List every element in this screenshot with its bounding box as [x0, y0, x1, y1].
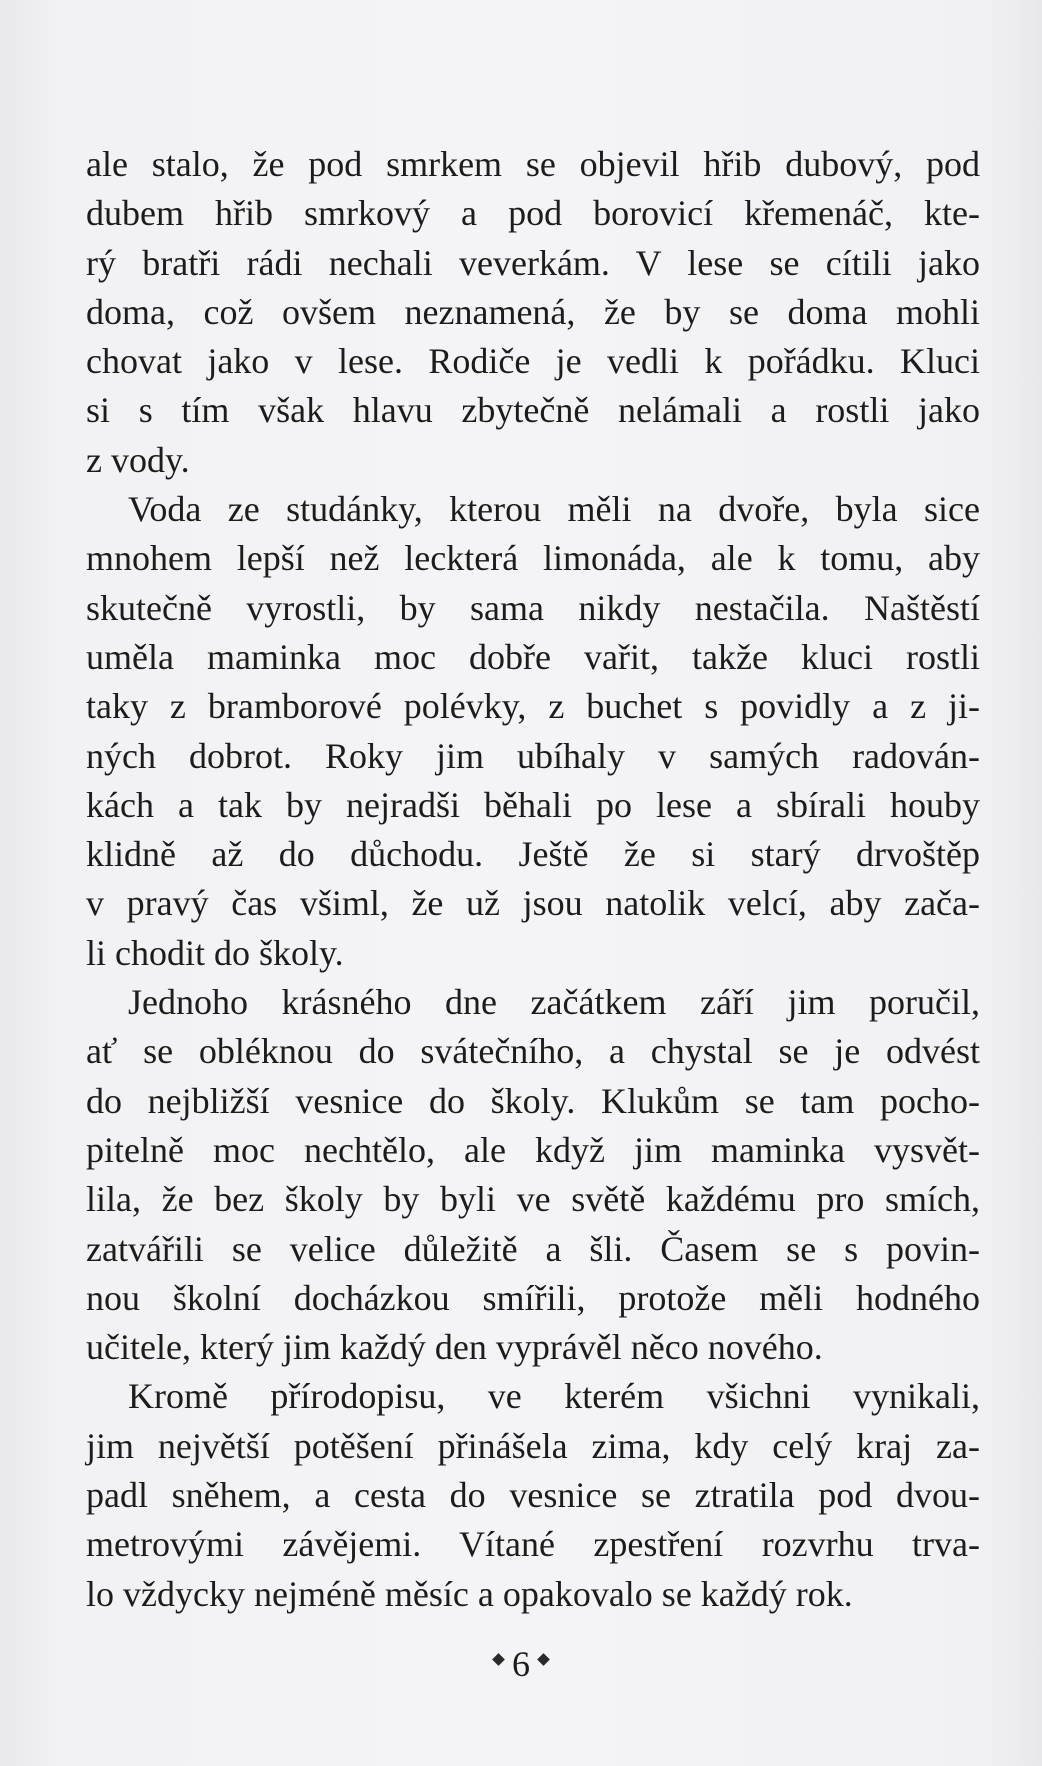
text-line: do nejbližší vesnice do školy. Klukům se tam pocho-	[86, 1080, 980, 1121]
text-line: si s tím však hlavu zbytečně nelámali a rostli jako	[86, 390, 980, 431]
text-line: jim největší potěšení přinášela zima, kdy celý kraj za-	[86, 1425, 980, 1466]
page-number-footer	[0, 1635, 1042, 1689]
text-line: pitelně moc nechtělo, ale když jim maminka vysvět-	[86, 1129, 980, 1170]
page-number: 6	[512, 1643, 530, 1684]
text-line: Kromě přírodopisu, ve kterém všichni vynikali,	[128, 1376, 980, 1417]
text-line: zatvářili se velice důležitě a šli. Časem se s povin-	[86, 1228, 980, 1269]
paragraph	[86, 485, 980, 978]
text-line: v pravý čas všiml, že už jsou natolik velcí, aby zača-	[86, 883, 980, 924]
text-line: skutečně vyrostli, by sama nikdy nestačila. Naštěstí	[86, 587, 980, 628]
right-diamond-ornament	[537, 1653, 550, 1666]
text-line: rý bratři rádi nechali veverkám. V lese se cítili jako	[86, 242, 980, 283]
text-line: Voda ze studánky, kterou měli na dvoře, byla sice	[128, 489, 980, 530]
text-line: z vody.	[86, 439, 190, 480]
text-line: dubem hřib smrkový a pod borovicí křemenáč, kte-	[86, 193, 980, 234]
text-line: lila, že bez školy by byli ve světě každému pro smích,	[86, 1179, 980, 1220]
text-line: lo vždycky nejméně měsíc a opakovalo se každý rok.	[86, 1573, 853, 1614]
text-line: Jednoho krásného dne začátkem září jim poručil,	[128, 982, 980, 1023]
text-line: taky z bramborové polévky, z buchet s povidly a z ji-	[86, 686, 980, 727]
text-line: klidně až do důchodu. Ještě že si starý drvoštěp	[86, 834, 980, 875]
text-line: li chodit do školy.	[86, 932, 344, 973]
text-line: doma, což ovšem neznamená, že by se doma mohli	[86, 291, 980, 332]
text-line: mnohem lepší než leckterá limonáda, ale k tomu, aby	[86, 538, 980, 579]
text-line: padl sněhem, a cesta do vesnice se ztratila pod dvou-	[86, 1475, 980, 1516]
text-line: uměla maminka moc dobře vařit, takže kluci rostli	[86, 636, 980, 677]
paragraph	[86, 1372, 980, 1618]
text-line: ale stalo, že pod smrkem se objevil hřib dubový, pod	[86, 144, 980, 184]
paragraph	[86, 978, 980, 1372]
text-line: metrovými závějemi. Vítané zpestření rozvrhu trva-	[86, 1524, 980, 1565]
text-line: kách a tak by nejradši běhali po lese a sbírali houby	[86, 784, 980, 825]
page-text	[86, 140, 980, 1619]
text-line: chovat jako v lese. Rodiče je vedli k pořádku. Kluci	[86, 341, 980, 382]
text-line: ných dobrot. Roky jim ubíhaly v samých radován-	[86, 735, 980, 776]
paragraph	[86, 140, 980, 485]
left-diamond-ornament	[492, 1653, 505, 1666]
text-line: ať se obléknou do svátečního, a chystal se je odvést	[86, 1031, 980, 1072]
text-line: nou školní docházkou smířili, protože měli hodného	[86, 1277, 980, 1318]
text-line: učitele, který jim každý den vyprávěl něco nového.	[86, 1327, 823, 1368]
